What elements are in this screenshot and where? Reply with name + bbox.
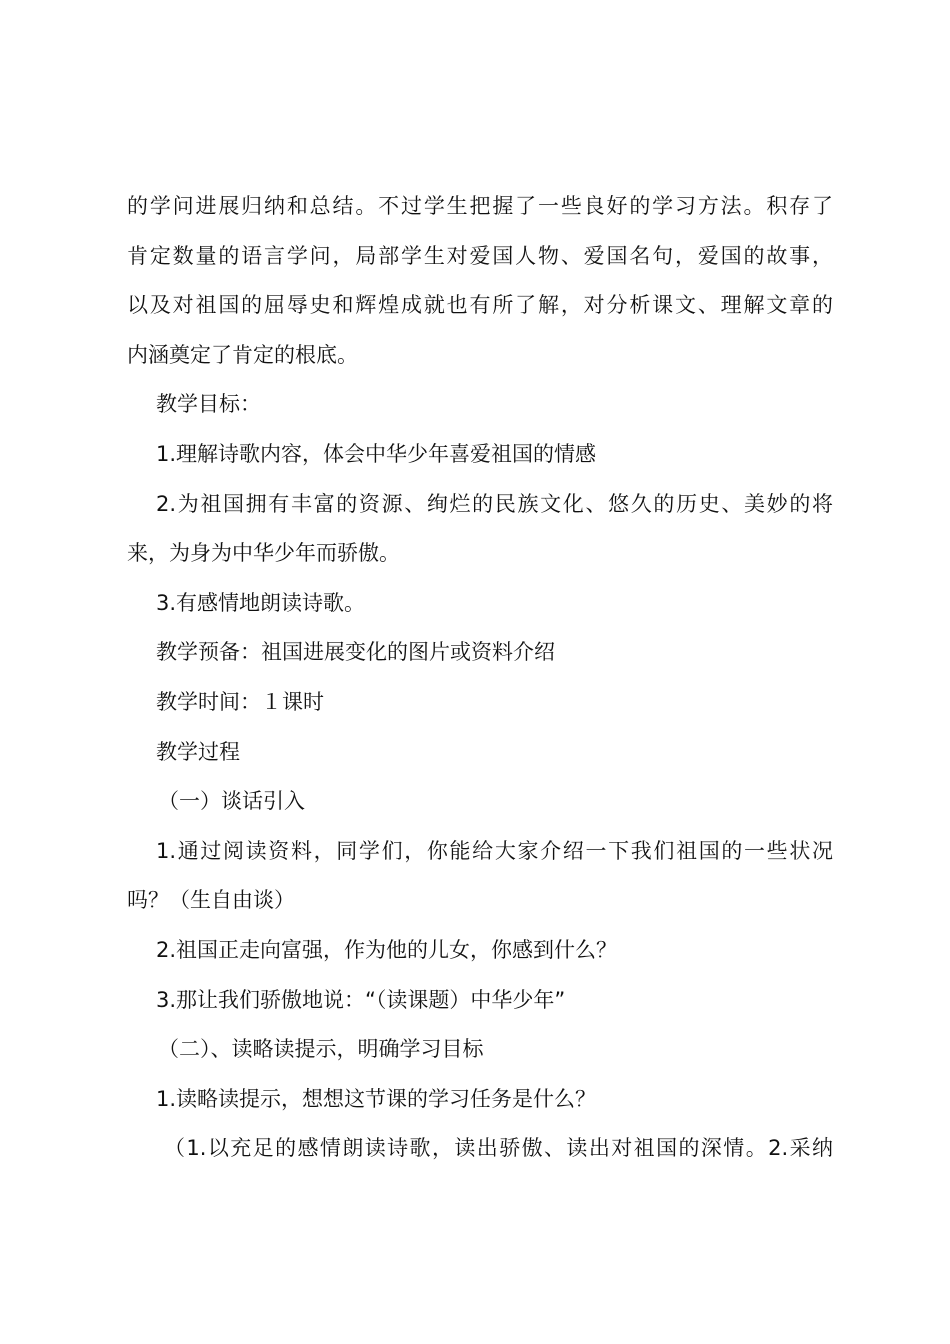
process-item-5: （1.以充足的感情朗读诗歌，读出骄傲、读出对祖国的深情。2.采纳: [164, 1136, 833, 1160]
objective-item-3: 3.有感情地朗读诗歌。: [156, 591, 366, 615]
process-item-3: 3.那让我们骄傲地说：“（读课题）中华少年”: [156, 988, 566, 1012]
paragraph-line: 以及对祖国的屈辱史和辉煌成就也有所了解，对分析课文、理解文章的: [127, 293, 833, 317]
paragraph-line: 内涵奠定了肯定的根底。: [127, 343, 358, 367]
process-item-1: 1.通过阅读资料，同学们，你能给大家介绍一下我们祖国的一些状况: [156, 839, 833, 863]
subsection-heading-1: （一）谈话引入: [158, 789, 305, 813]
section-heading-objectives: 教学目标：: [156, 392, 261, 416]
paragraph-line: 吗？（生自由谈）: [127, 888, 295, 912]
paragraph-line: 来，为身为中华少年而骄傲。: [127, 541, 400, 565]
subsection-heading-2: （二）、读略读提示，明确学习目标: [158, 1037, 484, 1061]
objective-item-2: 2.为祖国拥有丰富的资源、绚烂的民族文化、悠久的历史、美妙的将: [156, 492, 833, 516]
teaching-time: 教学时间：１课时: [156, 690, 324, 714]
process-item-2: 2.祖国正走向富强，作为他的儿女，你感到什么？: [156, 938, 618, 962]
section-heading-process: 教学过程: [156, 740, 240, 764]
process-item-4: 1.读略读提示，想想这节课的学习任务是什么？: [156, 1087, 597, 1111]
paragraph-line: 肯定数量的语言学问，局部学生对爱国人物、爱国名句，爱国的故事，: [127, 244, 833, 268]
teaching-preparation: 教学预备：祖国进展变化的图片或资料介绍: [156, 640, 555, 664]
objective-item-1: 1.理解诗歌内容，体会中华少年喜爱祖国的情感: [156, 442, 597, 466]
paragraph-line: 的学问进展归纳和总结。不过学生把握了一些良好的学习方法。积存了: [127, 194, 833, 218]
